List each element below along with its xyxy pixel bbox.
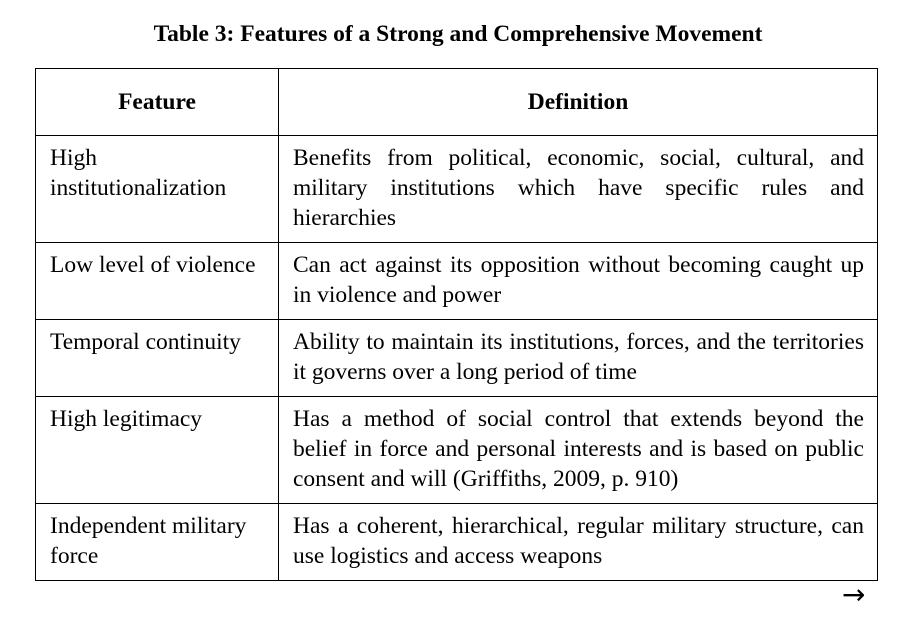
features-table xyxy=(35,68,878,581)
definition-cell: Ability to maintain its institutions, forces, and the territories it governs over a long period of time xyxy=(279,320,878,397)
definition-cell: Benefits from political, economic, social, cultural, and military institutions which have specific rules and hierarchies xyxy=(279,136,878,243)
table-row xyxy=(36,397,878,504)
feature-cell: High legitimacy xyxy=(36,397,279,504)
column-header-feature: Feature xyxy=(36,69,279,136)
table-row xyxy=(36,504,878,581)
definition-cell: Can act against its opposition without becoming caught up in violence and power xyxy=(279,243,878,320)
feature-cell: Temporal continuity xyxy=(36,320,279,397)
feature-cell: Low level of violence xyxy=(36,243,279,320)
column-header-definition: Definition xyxy=(279,69,878,136)
feature-cell: High institutionalization xyxy=(36,136,279,243)
feature-cell: Independent military force xyxy=(36,504,279,581)
definition-cell: Has a coherent, hierarchical, regular military structure, can use logistics and access weapons xyxy=(279,504,878,581)
table-row xyxy=(36,320,878,397)
right-arrow-icon: → xyxy=(842,578,866,611)
table-title: Table 3: Features of a Strong and Comprehensive Movement xyxy=(153,21,763,47)
table-row xyxy=(36,136,878,243)
table-header-row xyxy=(36,69,878,136)
definition-cell: Has a method of social control that extends beyond the belief in force and personal interests and is based on public consent and will (Griffiths, 2009, p. 910) xyxy=(279,397,878,504)
table-row xyxy=(36,243,878,320)
